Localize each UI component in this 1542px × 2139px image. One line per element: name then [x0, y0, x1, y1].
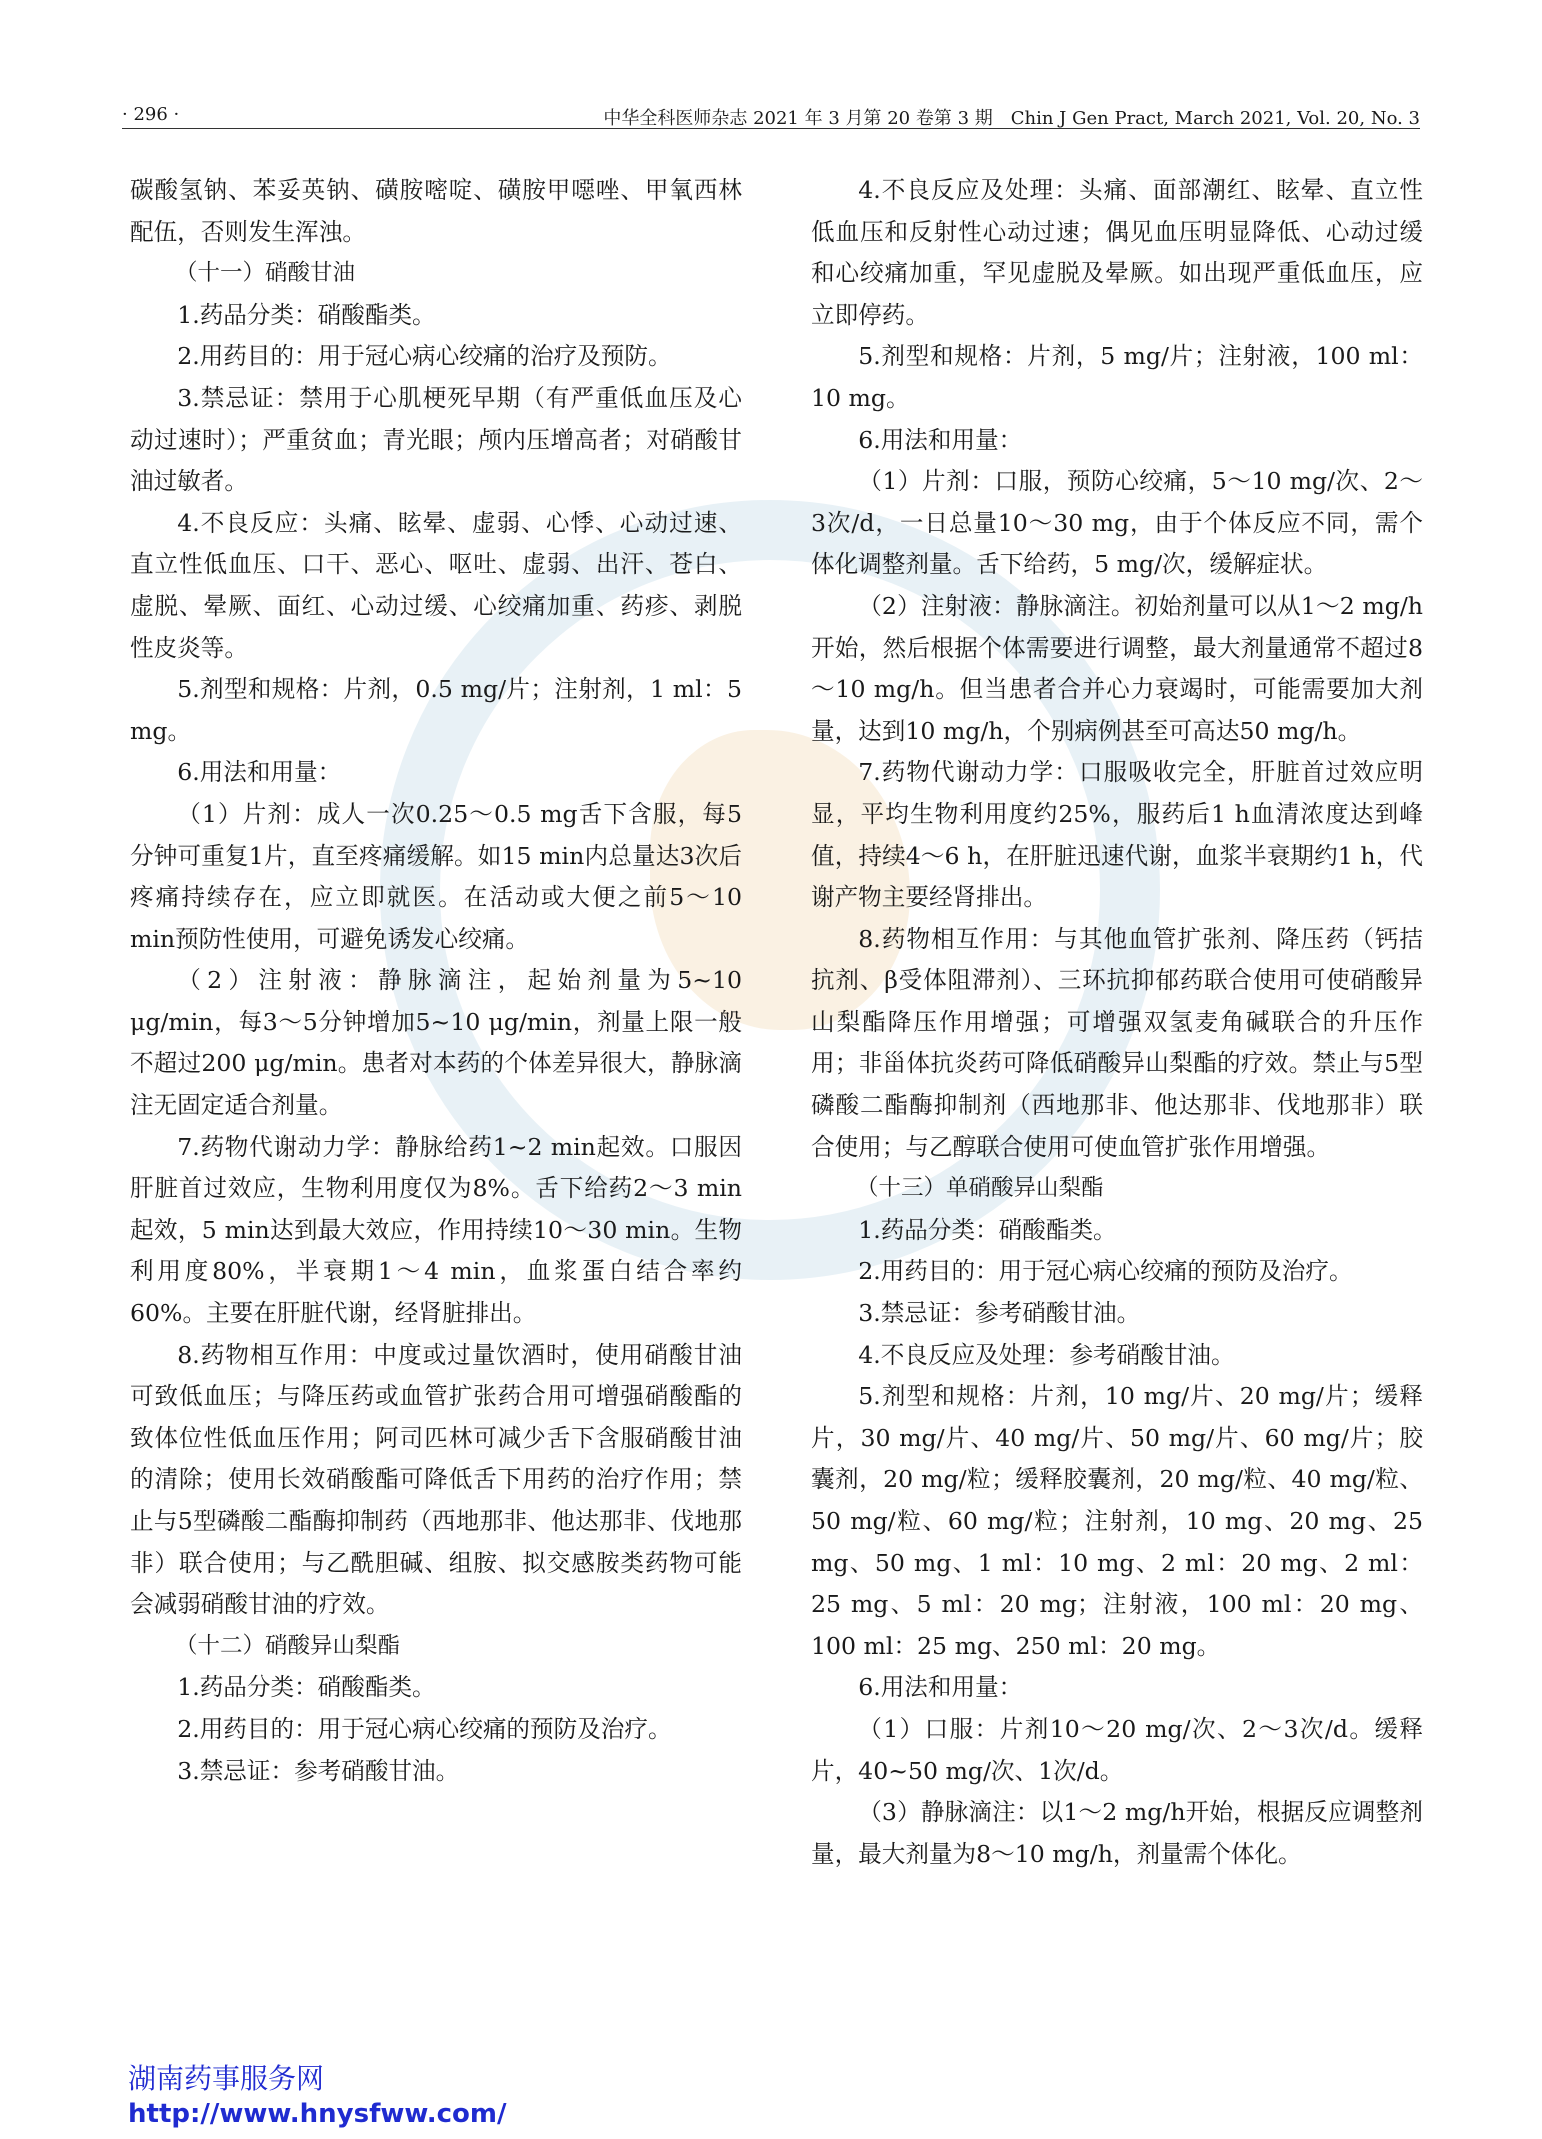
- left-column: [130, 170, 742, 1792]
- section-heading: （十三）单硝酸异山梨酯: [856, 1175, 1104, 1202]
- site-url[interactable]: http://www.hnysfww.com/: [128, 2099, 507, 2129]
- right-column: [811, 170, 1423, 1875]
- paragraph: 4.不良反应及处理：头痛、面部潮红、眩晕、直立性低血压和反射性心动过速；偶见血压明显降低、心动过缓和心绞痛加重，罕见虚脱及晕厥。如出现严重低血压，应立即停药。: [811, 176, 1423, 329]
- paragraph: 6.用法和用量：: [858, 425, 1023, 454]
- journal-citation: 中华全科医师杂志 2021 年 3 月第 20 卷第 3 期 Chin J Gen Pract, March 2021, Vol. 20, No. 3: [603, 108, 1420, 129]
- paragraph: （1）口服：片剂10～20 mg/次、2～3次/d。缓释片，40~50 mg/次、1次/d。: [811, 1714, 1423, 1785]
- site-name: 湖南药事服务网: [128, 2062, 325, 2095]
- paragraph: 7.药物代谢动力学：静脉给药1~2 min起效。口服因肝脏首过效应，生物利用度仅为8%。舌下给药2～3 min起效，5 min达到最大效应，作用持续10～30 min。生物利用度80%，半衰期1～4 min，血浆蛋白结合率约60%。主要在肝脏代谢，经肾脏排出。: [130, 1132, 742, 1328]
- paragraph: 6.用法和用量：: [177, 758, 342, 787]
- paragraph: 3.禁忌证：禁用于心肌梗死早期（有严重低血压及心动过速时）；严重贫血；青光眼；颅内压增高者；对硝酸甘油过敏者。: [130, 383, 742, 496]
- page-number: · 296 ·: [122, 104, 180, 125]
- paragraph: 5.剂型和规格：片剂，5 mg/片；注射液，100 ml：10 mg。: [811, 342, 1423, 412]
- paragraph: 4.不良反应：头痛、眩晕、虚弱、心悸、心动过速、直立性低血压、口干、恶心、呕吐、虚弱、出汗、苍白、虚脱、晕厥、面红、心动过缓、心绞痛加重、药疹、剥脱性皮炎等。: [130, 508, 742, 662]
- paragraph: 3.禁忌证：参考硝酸甘油。: [177, 1756, 460, 1785]
- paragraph: （1）片剂：成人一次0.25～0.5 mg舌下含服，每5分钟可重复1片，直至疼痛缓解。如15 min内总量达3次后疼痛持续存在，应立即就医。在活动或大便之前5～10 min预防性使用，可避免诱发心绞痛。: [130, 799, 742, 953]
- paragraph: 5.剂型和规格：片剂，10 mg/片、20 mg/片；缓释片，30 mg/片、40 mg/片、50 mg/片、60 mg/片；胶囊剂，20 mg/粒；缓释胶囊剂，20 mg/粒、40 mg/粒、50 mg/粒、60 mg/粒；注射剂，10 mg、20 mg、25 mg、50 mg、1 ml：10 mg、2 ml：20 mg、2 ml：25 mg、5 ml：20 mg；注射液，100 ml：20 mg、100 ml：25 mg、250 ml：20 mg。: [811, 1382, 1423, 1660]
- paragraph: 8.药物相互作用：中度或过量饮酒时，使用硝酸甘油可致低血压；与降压药或血管扩张药合用可增强硝酸酯的致体位性低血压作用；阿司匹林可减少舌下含服硝酸甘油的清除；使用长效硝酸酯可降低舌下用药的治疗作用；禁止与5型磷酸二酯酶抑制药（西地那非、他达那非、伐地那非）联合使用；与乙酰胆碱、组胺、拟交感胺类药物可能会减弱硝酸甘油的疗效。: [130, 1340, 742, 1619]
- paragraph: 2.用药目的：用于冠心病心绞痛的预防及治疗。: [177, 1714, 672, 1743]
- section-heading: （十二）硝酸异山梨酯: [175, 1632, 401, 1659]
- paragraph: （3）静脉滴注：以1～2 mg/h开始，根据反应调整剂量，最大剂量为8～10 mg/h，剂量需个体化。: [811, 1798, 1423, 1868]
- paragraph: 1.药品分类：硝酸酯类。: [177, 300, 436, 329]
- paragraph: 碳酸氢钠、苯妥英钠、磺胺嘧啶、磺胺甲噁唑、甲氧西林配伍，否则发生浑浊。: [130, 176, 742, 246]
- paragraph: （2）注射液：静脉滴注，起始剂量为5~10 μg/min，每3～5分钟增加5~10 μg/min，剂量上限一般不超过200 μg/min。患者对本药的个体差异很大，静脉滴注无固定适合剂量。: [130, 966, 742, 1120]
- footer-watermark: [128, 2061, 507, 2131]
- section-heading: （十一）硝酸甘油: [175, 260, 356, 287]
- paragraph: （2）注射液：静脉滴注。初始剂量可以从1～2 mg/h开始，然后根据个体需要进行调整，最大剂量通常不超过8～10 mg/h。但当患者合并心力衰竭时，可能需要加大剂量，达到10 mg/h，个别病例甚至可高达50 mg/h。: [811, 591, 1423, 745]
- paragraph: 1.药品分类：硝酸酯类。: [858, 1215, 1117, 1244]
- page-header: [122, 98, 1420, 129]
- paragraph: 2.用药目的：用于冠心病心绞痛的治疗及预防。: [177, 342, 672, 371]
- paragraph: 6.用法和用量：: [858, 1673, 1023, 1702]
- paragraph: 2.用药目的：用于冠心病心绞痛的预防及治疗。: [858, 1257, 1353, 1286]
- paragraph: （1）片剂：口服，预防心绞痛，5～10 mg/次、2～3次/d，一日总量10～30 mg，由于个体反应不同，需个体化调整剂量。舌下给药，5 mg/次，缓解症状。: [811, 467, 1423, 579]
- paragraph: 5.剂型和规格：片剂，0.5 mg/片；注射剂，1 ml：5 mg。: [130, 675, 742, 745]
- paragraph: 3.禁忌证：参考硝酸甘油。: [858, 1299, 1141, 1328]
- paragraph: 8.药物相互作用：与其他血管扩张剂、降压药（钙拮抗剂、β受体阻滞剂）、三环抗抑郁药联合使用可使硝酸异山梨酯降压作用增强；可增强双氢麦角碱联合的升压作用；非甾体抗炎药可降低硝酸异山梨酯的疗效。禁止与5型磷酸二酯酶抑制剂（西地那非、他达那非、伐地那非）联合使用；与乙醇联合使用可使血管扩张作用增强。: [811, 924, 1423, 1161]
- paragraph: 7.药物代谢动力学：口服吸收完全，肝脏首过效应明显，平均生物利用度约25%，服药后1 h血清浓度达到峰值，持续4～6 h，在肝脏迅速代谢，血浆半衰期约1 h，代谢产物主要经肾排出。: [811, 758, 1423, 912]
- paragraph: 1.药品分类：硝酸酯类。: [177, 1673, 436, 1702]
- paragraph: 4.不良反应及处理：参考硝酸甘油。: [858, 1340, 1235, 1369]
